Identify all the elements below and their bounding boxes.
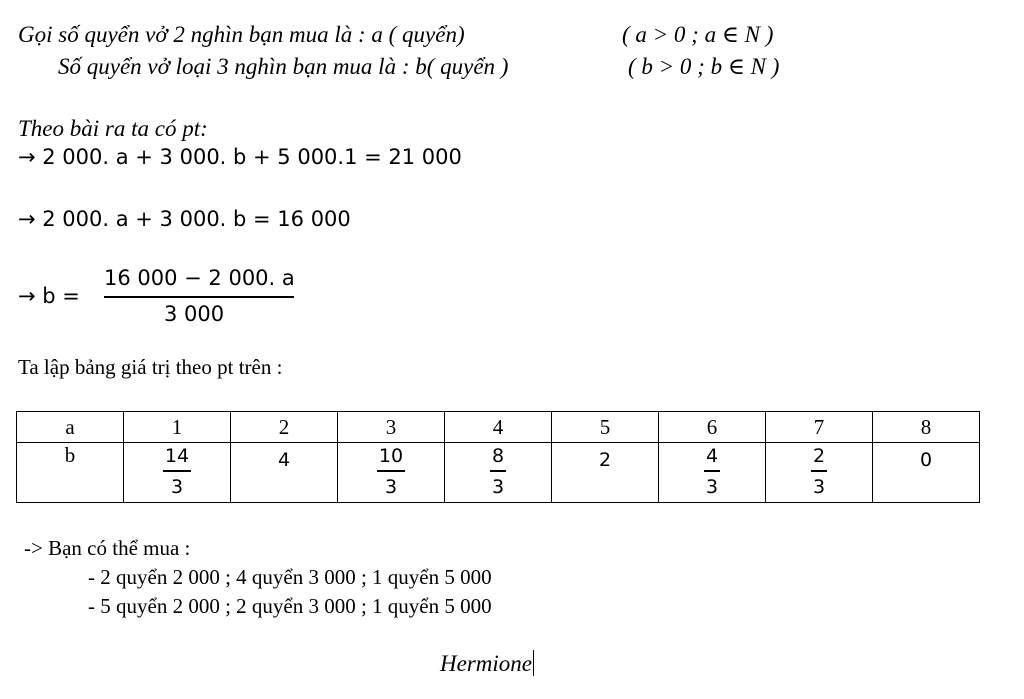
b-value-cell bbox=[766, 443, 873, 503]
b-value-cell bbox=[124, 443, 231, 503]
b-value-fraction bbox=[377, 445, 405, 498]
a-value: 3 bbox=[338, 412, 445, 443]
b-value: 2 bbox=[598, 449, 612, 471]
b-value-cell bbox=[659, 443, 766, 503]
conclusion-option-1: - 2 quyển 2 000 ; 4 quyển 3 000 ; 1 quyển 5 000 bbox=[88, 565, 492, 589]
b-denominator: 3 bbox=[812, 475, 826, 498]
conclusion-lead: -> Bạn có thể mua : bbox=[24, 536, 191, 560]
b-denominator: 3 bbox=[384, 475, 398, 498]
a-value: 4 bbox=[445, 412, 552, 443]
b-value: 0 bbox=[919, 449, 933, 471]
row-b-label-text: b bbox=[64, 443, 76, 467]
a-value: 7 bbox=[766, 412, 873, 443]
row-b-label bbox=[17, 443, 124, 503]
fraction-denominator: 3 000 bbox=[164, 302, 225, 326]
b-fraction-bar bbox=[377, 470, 405, 472]
b-fraction-bar bbox=[490, 470, 506, 472]
b-value-cell bbox=[231, 443, 338, 503]
intro-line-1-condition bbox=[622, 22, 773, 48]
b-numerator: 2 bbox=[812, 445, 826, 467]
text-cursor bbox=[533, 650, 534, 676]
intro-line-1 bbox=[18, 22, 465, 48]
a-value: 1 bbox=[124, 412, 231, 443]
a-value: 8 bbox=[873, 412, 980, 443]
equation-3-fraction bbox=[104, 266, 294, 330]
intro-line-2-text: Số quyển vở loại 3 nghìn bạn mua là : b( quyển ) bbox=[58, 54, 509, 79]
b-value-fraction bbox=[811, 445, 827, 498]
value-table bbox=[16, 411, 980, 503]
row-a-label: a bbox=[17, 412, 124, 443]
fraction-numerator: 16 000 − 2 000. a bbox=[104, 266, 295, 290]
signature-text: Hermione bbox=[440, 651, 532, 676]
intro-line-1-text: Gọi số quyển vở 2 nghìn bạn mua là : a ( quyển) bbox=[18, 22, 465, 47]
conclusion-option-2: - 5 quyển 2 000 ; 2 quyển 3 000 ; 1 quyển 5 000 bbox=[88, 594, 492, 618]
b-denominator: 3 bbox=[491, 475, 505, 498]
b-fraction-bar bbox=[163, 470, 191, 472]
a-value: 5 bbox=[552, 412, 659, 443]
table-row-b bbox=[17, 443, 980, 503]
b-value-fraction bbox=[704, 445, 720, 498]
b-denominator: 3 bbox=[170, 475, 184, 498]
b-numerator: 10 bbox=[378, 445, 404, 467]
intro-line-2 bbox=[58, 54, 508, 80]
b-value: 4 bbox=[277, 449, 291, 471]
b-value-cell bbox=[445, 443, 552, 503]
b-numerator: 8 bbox=[491, 445, 505, 467]
fraction-bar bbox=[104, 296, 294, 298]
intro-line-2-condition bbox=[628, 54, 779, 80]
solution-heading: Theo bài ra ta có pt: bbox=[18, 116, 208, 141]
b-fraction-bar bbox=[704, 470, 720, 472]
a-value: 2 bbox=[231, 412, 338, 443]
b-fraction-bar bbox=[811, 470, 827, 472]
equation-1: → 2 000. a + 3 000. b + 5 000.1 = 21 000 bbox=[18, 145, 462, 169]
a-value: 6 bbox=[659, 412, 766, 443]
table-intro: Ta lập bảng giá trị theo pt trên : bbox=[18, 355, 283, 379]
intro-line-1-cond: ( a > 0 ; a ∈ N ) bbox=[622, 22, 774, 47]
b-denominator: 3 bbox=[705, 475, 719, 498]
b-value-cell bbox=[338, 443, 445, 503]
table-row-a bbox=[17, 412, 980, 443]
b-value-fraction bbox=[490, 445, 506, 498]
b-numerator: 14 bbox=[164, 445, 190, 467]
b-value-cell bbox=[873, 443, 980, 503]
signature bbox=[440, 650, 534, 677]
b-value-fraction bbox=[163, 445, 191, 498]
equation-3-lhs: → b = bbox=[18, 284, 80, 308]
equation-2: → 2 000. a + 3 000. b = 16 000 bbox=[18, 207, 351, 231]
b-value-cell bbox=[552, 443, 659, 503]
intro-line-2-cond: ( b > 0 ; b ∈ N ) bbox=[628, 54, 780, 79]
b-numerator: 4 bbox=[705, 445, 719, 467]
